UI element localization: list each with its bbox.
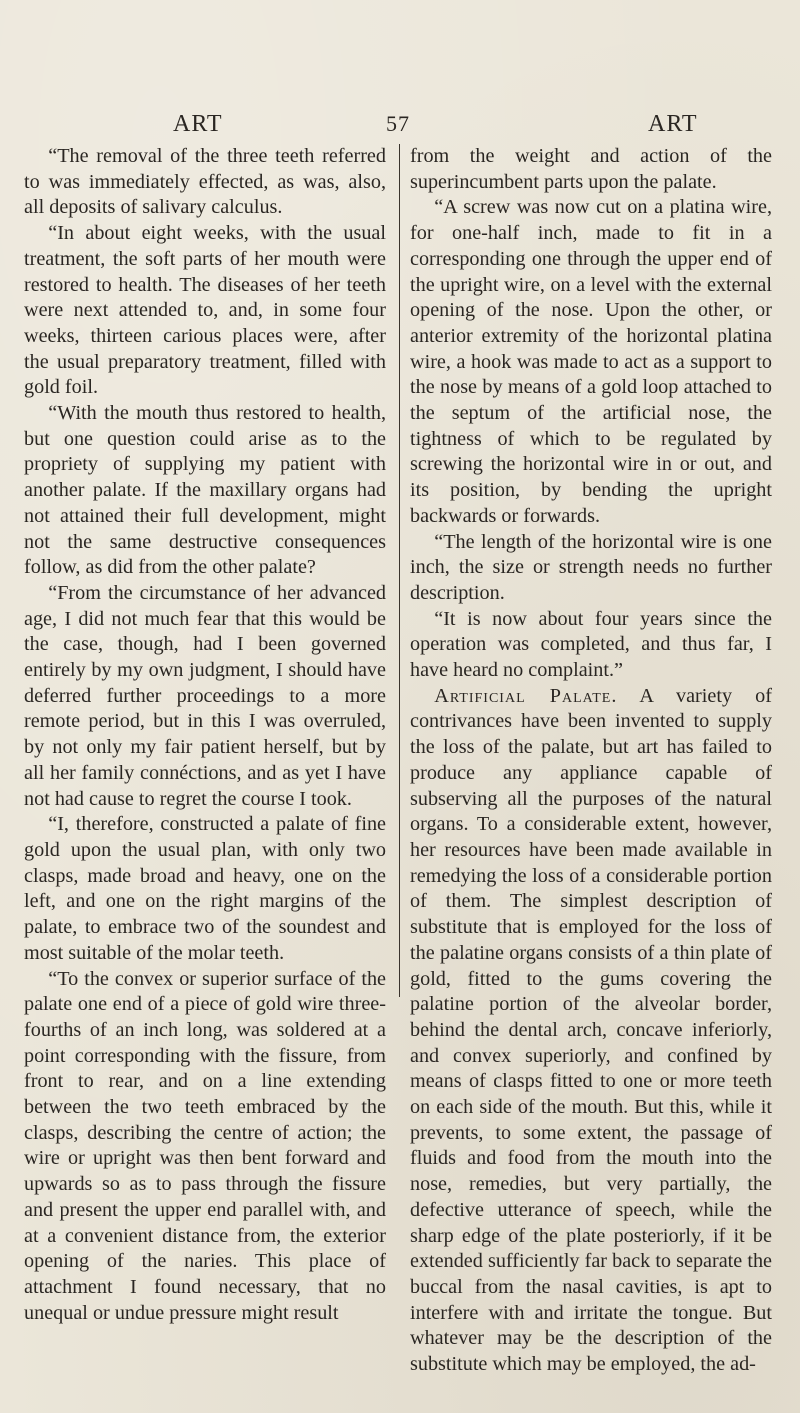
running-head [0,110,800,140]
paragraph-advanced-age: “From the circumstance of her advanced age, I did not much fear that this would be the case, though, had I been governed entirely by my own judgment, I should have deferred further proceedings to a more remote period, but in this I was overruled, by not only my fair patient herself, but by all her family connéctions, and as yet I have not had cause to regret the course I took. [24,581,386,810]
paragraph-artificial-palate [410,684,772,1378]
section-heading-artificial-palate: Artificial Palate. [434,684,618,707]
paragraph-wire-length: “The length of the horizontal wire is one inch, the size or strength needs no further description. [410,530,772,604]
paragraph-mouth-restored: “With the mouth thus restored to health, but one question could arise as to the propriety of supplying my patient with another palate. If the maxillary organs had not attained their full development, might not the same destructive consequences follow, as did from the other palate? [24,402,386,579]
right-column [410,144,772,1378]
page-number: 57 [386,111,410,136]
left-column [24,144,386,1326]
column-divider [399,144,400,997]
running-head-left: ART [173,111,223,137]
paragraph-removal-of-teeth: “The removal of the three teeth referred to was immediately effected, as was, also, all deposits of salivary calculus. [24,145,386,219]
running-head-right: ART [648,111,698,137]
paragraph-constructed-palate: “I, therefore, constructed a palate of fine gold upon the usual plan, with only two clasps, made broad and heavy, one on the left, and one on the right margins of the palate, to embrace two of the soundest and most suitable of the molar teeth. [24,813,386,964]
paragraph-four-years: “It is now about four years since the operation was completed, and thus far, I have heard no complaint.” [410,607,772,682]
paragraph-screw: “A screw was now cut on a platina wire, for one-half inch, made to fit in a corresponding one through the upper end of the upright wire, on a level with the external opening of the nose. Upon the other, or anterior extremity of the horizontal platina wire, a hook was made to act as a support to the nose by means of a gold loop attached to the septum of the artificial nose, the tightness of which to be regulated by screwing the horizontal wire in or out, and its position, by bending the upright backwards or forwards. [410,196,772,527]
section-text-artificial-palate: A variety of contrivances have been invented to supply the loss of the palate, but art has failed to produce any appliance capable of subserving all the purposes of the natural organs. To a considerable extent, however, her resources have been made available in remedying the loss of a considerable portion of them. The simplest description of substitute that is employed for the loss of the palatine organs consists of a thin plate of gold, fitted to the gums covering the palatine portion of the alveolar border, behind the dental arch, concave inferiorly, and convex superiorly, and confined by means of clasps fitted to one or more teeth on each side of the mouth. But this, while it prevents, to some extent, the passage of fluids and food from the mouth into the nose, remedies, but very partially, the defective utterance of speech, while the sharp edge of the plate posteriorly, if it be extended sufficiently far back to separate the buccal from the nasal cavities, is apt to interfere with and irritate the tongue. But whatever may be the description of the substitute which may be employed, the ad- [410,684,772,1376]
paragraph-continuation: from the weight and action of the superincumbent parts upon the palate. [410,145,772,193]
paragraph-convex-surface: “To the convex or superior surface of the palate one end of a piece of gold wire three-fourths of an inch long, was soldered at a point corresponding with the fissure, from front to rear, and on a line extending between the two teeth embraced by the clasps, describing the centre of action; the wire or upright was then bent forward and upwards so as to pass through the fissure and present the upper end parallel with, and at a convenient distance from, the exterior opening of the naries. This place of attachment I found necessary, that no unequal or undue pressure might result [24,967,386,1324]
paragraph-eight-weeks: “In about eight weeks, with the usual treatment, the soft parts of her mouth were restored to health. The diseases of her teeth were next attended to, and, in some four weeks, thirteen carious places were, after the usual preparatory treatment, filled with gold foil. [24,222,386,399]
